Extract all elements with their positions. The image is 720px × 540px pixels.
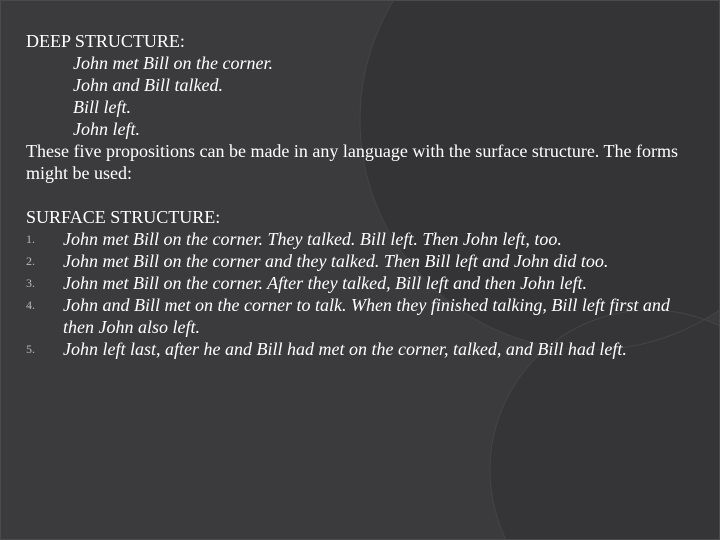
deep-structure-line: Bill left.	[73, 97, 131, 117]
deep-structure-line: John left.	[73, 119, 140, 139]
list-item-number: 4.	[26, 298, 35, 312]
list-item-text: John and Bill met on the corner to talk. When they finished talking, Bill left first and then John also left.	[63, 295, 670, 337]
deep-structure-line: John and Bill talked.	[73, 75, 223, 95]
slide-content	[26, 30, 696, 360]
list-item-number: 5.	[26, 342, 35, 356]
surface-structure-section	[26, 206, 696, 360]
surface-structure-list	[26, 228, 696, 360]
list-item-number: 3.	[26, 276, 35, 290]
list-item-text: John left last, after he and Bill had met on the corner, talked, and Bill had left.	[63, 339, 627, 359]
deep-structure-line: John met Bill on the corner.	[73, 53, 273, 73]
list-item-text: John met Bill on the corner and they talked. Then Bill left and John did too.	[63, 251, 609, 271]
list-item-number: 1.	[26, 232, 35, 246]
deep-structure-heading: DEEP STRUCTURE:	[26, 31, 185, 51]
list-item-number: 2.	[26, 254, 35, 268]
propositions-paragraph: These five propositions can be made in any language with the surface structure. The forms might be used:	[26, 141, 678, 183]
list-item	[26, 250, 696, 272]
list-item	[26, 294, 696, 338]
list-item-text: John met Bill on the corner. They talked. Bill left. Then John left, too.	[63, 229, 562, 249]
list-item-text: John met Bill on the corner. After they talked, Bill left and then John left.	[63, 273, 588, 293]
list-item	[26, 228, 696, 250]
surface-structure-heading: SURFACE STRUCTURE:	[26, 207, 221, 227]
list-item	[26, 272, 696, 294]
list-item	[26, 338, 696, 360]
